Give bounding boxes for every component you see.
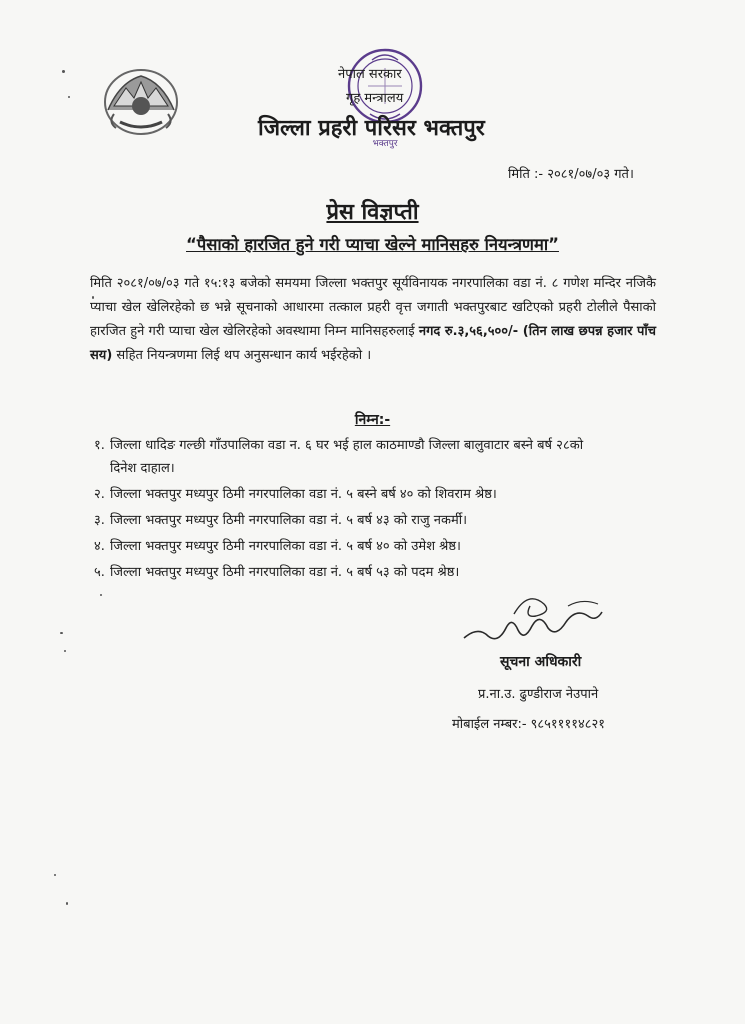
scan-speck xyxy=(100,594,102,596)
press-release-title: प्रेस विज्ञप्ती xyxy=(326,200,419,225)
press-release-subject: “पैसाको हारजित हुने गरी प्याचा खेल्ने मानिसहरु नियन्त्रणमा” xyxy=(186,235,559,254)
list-item-number: ५. xyxy=(94,565,105,580)
list-item-text: जिल्ला धादिङ गल्छी गाँउपालिका वडा न. ६ घर भई हाल काठमाण्डौ जिल्ला बालुवाटार बस्ने बर्ष २८को xyxy=(110,438,584,453)
list-item-text: जिल्ला भक्तपुर मध्यपुर ठिमी नगरपालिका वडा नं. ५ बर्ष ४० को उमेश श्रेष्ठ। xyxy=(110,539,461,554)
scan-speck xyxy=(92,296,94,299)
signatory-name: प्र.ना.उ. ढुण्डीराज नेउपाने xyxy=(478,687,599,702)
list-item-continuation: दिनेश दाहाल। xyxy=(110,461,175,476)
list-item xyxy=(94,561,674,584)
list-item xyxy=(94,509,674,532)
scan-speck xyxy=(64,650,66,652)
list-item-number: ३. xyxy=(94,513,105,528)
list-item xyxy=(94,535,674,558)
scan-speck xyxy=(54,874,56,876)
scan-speck xyxy=(66,902,68,905)
handwritten-signature-icon xyxy=(458,586,608,650)
list-item-number: १. xyxy=(94,438,105,453)
list-item xyxy=(94,434,674,480)
header-ministry: गृह मन्त्रालय xyxy=(346,91,404,106)
list-item-number: २. xyxy=(94,487,105,502)
body-text-amount: नगद रु.३,५६,५००/- (तिन लाख छपन्न हजार पाँच सय) xyxy=(90,324,657,363)
list-item-text: जिल्ला भक्तपुर मध्यपुर ठिमी नगरपालिका वडा नं. ५ बस्ने बर्ष ४० को शिवराम श्रेष्ठ। xyxy=(110,487,497,502)
signatory-mobile: मोबाईल नम्बर:- ९८५११११४८२१ xyxy=(452,717,606,732)
list-item xyxy=(94,483,674,506)
list-item-text: जिल्ला भक्तपुर मध्यपुर ठिमी नगरपालिका वडा नं. ५ बर्ष ५३ को पदम श्रेष्ठ। xyxy=(110,565,460,580)
list-heading: निम्न:- xyxy=(354,412,391,428)
scan-speck xyxy=(62,70,65,73)
stamp-ring-bottom: भक्तपुर xyxy=(372,139,398,149)
scan-speck xyxy=(68,96,70,98)
arrested-persons-list xyxy=(94,434,674,587)
list-item-number: ४. xyxy=(94,539,105,554)
signatory-title: सूचना अधिकारी xyxy=(500,654,582,670)
document-date: मिति :- २०८१/०७/०३ गते। xyxy=(508,167,634,182)
nepal-emblem-icon xyxy=(100,62,182,138)
list-item-text: जिल्ला भक्तपुर मध्यपुर ठिमी नगरपालिका वडा नं. ५ बर्ष ४३ को राजु नकर्मी। xyxy=(110,513,468,528)
body-text-part1: मिति २०८१/०७/०३ गते १५:१३ बजेको समयमा जिल्ला भक्तपुर सूर्यविनायक नगरपालिका वडा नं. ८ गणेश मन्दिर नजिकै प्याचा खेल खेलिरहेको छ भन्ने सूचनाको आधारमा तत्काल प्रहरी वृत्त जगाती भक्तपुरबाट खटिएको प्रहरी टोलीले पैसाको हारजित हुने गरी प्याचा खेल खेलिरहेको अवस्थामा निम्न मानिसहरुलाई xyxy=(90,276,656,339)
header-office: जिल्ला प्रहरी परिसर भक्तपुर xyxy=(258,116,485,141)
body-text-part2: सहित नियन्त्रणमा लिई थप अनुसन्धान कार्य भईरहेको । xyxy=(112,348,372,363)
header-government: नेपाल सरकार xyxy=(338,67,402,82)
body-paragraph xyxy=(90,272,656,368)
scan-speck xyxy=(60,632,63,634)
